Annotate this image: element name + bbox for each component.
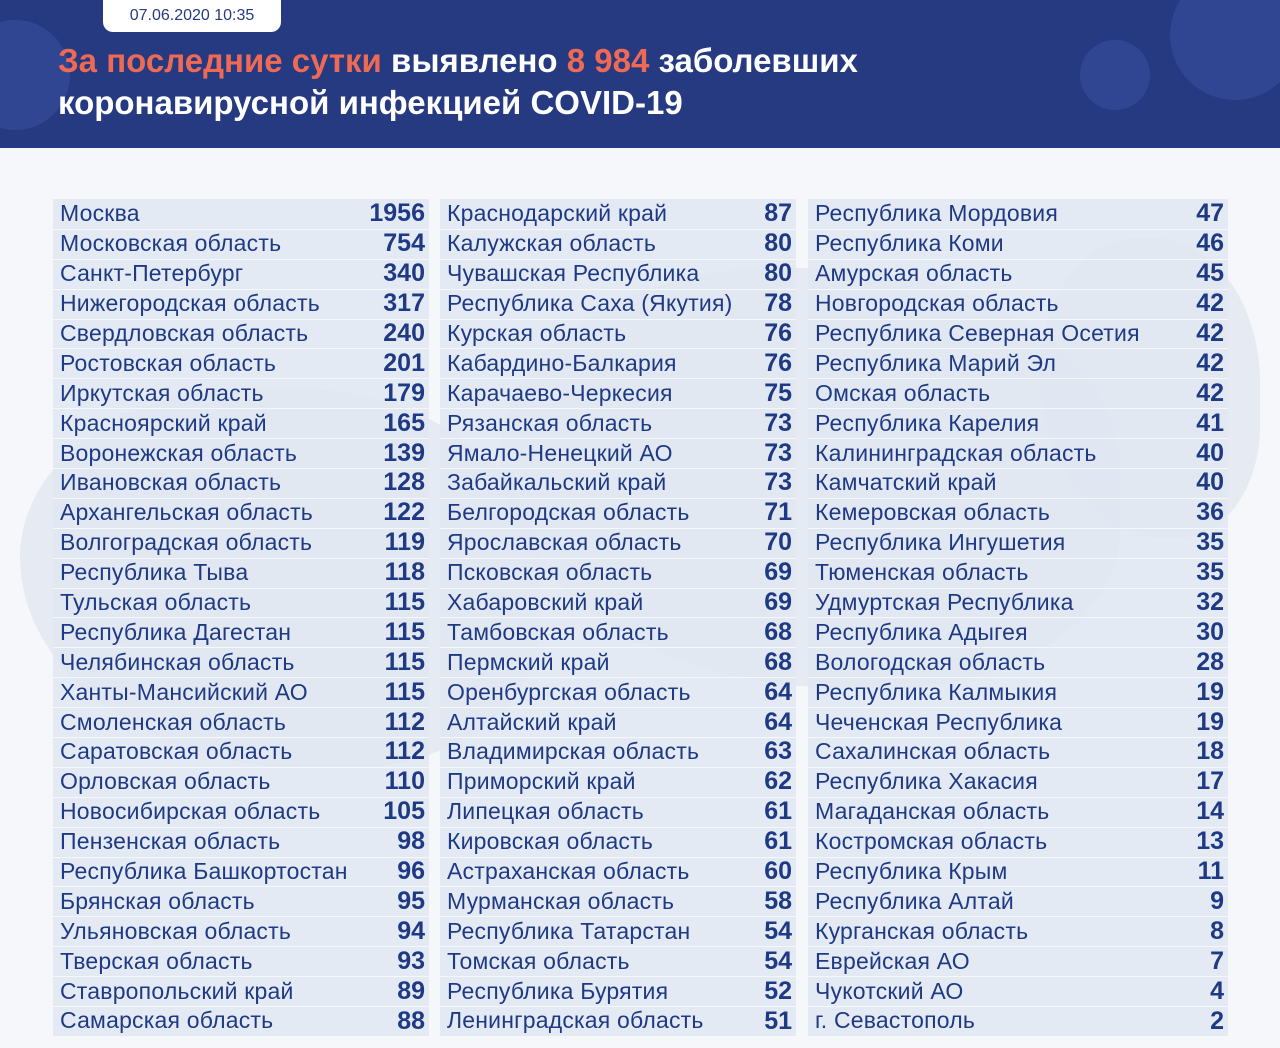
- region-name: Карачаево-Черкесия: [447, 379, 673, 406]
- case-count: 45: [1196, 259, 1224, 288]
- case-count: 42: [1196, 348, 1224, 377]
- table-row: [440, 707, 796, 737]
- case-count: 80: [764, 259, 792, 288]
- case-count: 240: [383, 319, 425, 348]
- case-count: 94: [397, 916, 425, 945]
- case-count: 122: [383, 498, 425, 527]
- table-row: [53, 857, 429, 887]
- region-name: Республика Мордовия: [815, 199, 1058, 226]
- table-row: [440, 767, 796, 797]
- table-row: [440, 438, 796, 468]
- region-name: Кабардино-Балкария: [447, 349, 677, 376]
- headline-total-count: 8 984: [566, 42, 650, 79]
- region-name: Брянская область: [60, 887, 255, 914]
- virus-decoration: [1170, 0, 1280, 100]
- region-name: Владимирская область: [447, 738, 700, 765]
- table-row: [808, 259, 1228, 289]
- case-count: 40: [1196, 468, 1224, 497]
- case-count: 95: [397, 886, 425, 915]
- region-name: Приморский край: [447, 768, 636, 795]
- table-row: [808, 797, 1228, 827]
- case-count: 71: [764, 498, 792, 527]
- region-name: Ленинградская область: [447, 1007, 704, 1034]
- table-row: [808, 438, 1228, 468]
- region-name: Воронежская область: [60, 439, 298, 466]
- region-name: Республика Карелия: [815, 409, 1040, 436]
- case-count: 112: [384, 707, 425, 736]
- table-row: [440, 319, 796, 349]
- header-banner: [0, 0, 1280, 148]
- region-name: Ярославская область: [447, 529, 682, 556]
- headline: [58, 40, 1058, 124]
- region-name: Тюменская область: [815, 559, 1029, 586]
- date-badge: [103, 0, 281, 32]
- region-name: Ивановская область: [60, 469, 282, 496]
- region-name: Калининградская область: [815, 439, 1097, 466]
- case-count: 112: [384, 737, 425, 766]
- case-count: 47: [1196, 198, 1224, 227]
- region-name: Ростовская область: [60, 349, 277, 376]
- date-text: 07.06.2020 10:35: [129, 7, 255, 24]
- region-name: Псковская область: [447, 559, 653, 586]
- case-count: 40: [1196, 438, 1224, 467]
- table-row: [440, 827, 796, 857]
- table-row: [53, 558, 429, 588]
- case-count: 14: [1196, 797, 1224, 826]
- region-name: Омская область: [815, 379, 991, 406]
- case-count: 179: [383, 378, 425, 407]
- region-name: Магаданская область: [815, 798, 1050, 825]
- region-name: Чеченская Республика: [815, 708, 1063, 735]
- table-row: [808, 886, 1228, 916]
- table-row: [440, 588, 796, 618]
- region-name: Республика Тыва: [60, 559, 249, 586]
- region-name: Пензенская область: [60, 828, 281, 855]
- headline-accent-period: За последние сутки: [58, 42, 382, 79]
- table-row: [808, 617, 1228, 647]
- region-name: Смоленская область: [60, 708, 287, 735]
- region-name: Саратовская область: [60, 738, 293, 765]
- table-row: [440, 229, 796, 259]
- table-row: [53, 767, 429, 797]
- region-name: Республика Северная Осетия: [815, 320, 1140, 346]
- table-row: [808, 916, 1228, 946]
- region-name: Костромская область: [815, 828, 1048, 855]
- case-count: 4: [1210, 976, 1224, 1005]
- region-name: Ставропольский край: [60, 977, 294, 1004]
- table-row: [53, 647, 429, 677]
- case-count: 41: [1196, 408, 1224, 437]
- region-name: Вологодская область: [815, 648, 1046, 675]
- region-name: Республика Коми: [815, 230, 1004, 257]
- table-row: [440, 468, 796, 498]
- region-name: Забайкальский край: [447, 469, 667, 496]
- case-count: 70: [764, 528, 792, 557]
- region-name: Республика Адыгея: [815, 618, 1028, 645]
- case-count: 54: [764, 916, 792, 945]
- case-count: 46: [1196, 229, 1224, 258]
- case-count: 30: [1196, 617, 1224, 646]
- table-row: [440, 289, 796, 319]
- region-name: Хабаровский край: [447, 589, 644, 616]
- region-name: Томская область: [447, 947, 630, 974]
- case-count: 88: [397, 1006, 425, 1035]
- region-name: Республика Саха (Якутия): [447, 290, 733, 317]
- region-name: Белгородская область: [447, 499, 690, 526]
- table-row: [53, 259, 429, 289]
- case-count: 115: [384, 647, 425, 676]
- table-row: [53, 438, 429, 468]
- region-name: Курская область: [447, 320, 627, 346]
- table-row: [808, 1006, 1228, 1036]
- case-count: 75: [764, 378, 792, 407]
- table-row: [440, 886, 796, 916]
- case-count: 69: [764, 558, 792, 587]
- table-row: [53, 827, 429, 857]
- case-count: 98: [397, 827, 425, 856]
- region-column-2: [440, 199, 796, 1036]
- case-count: 119: [384, 528, 425, 557]
- table-row: [53, 378, 429, 408]
- region-name: Чувашская Республика: [447, 260, 700, 287]
- table-row: [808, 647, 1228, 677]
- case-count: 63: [764, 737, 792, 766]
- table-row: [53, 319, 429, 349]
- case-count: 68: [764, 647, 792, 676]
- region-name: Камчатский край: [815, 469, 997, 496]
- region-name: Красноярский край: [60, 409, 267, 436]
- case-count: 76: [764, 348, 792, 377]
- region-name: Астраханская область: [447, 858, 690, 885]
- case-count: 9: [1210, 886, 1224, 915]
- case-count: 64: [764, 707, 792, 736]
- region-name: Орловская область: [60, 768, 271, 795]
- table-row: [53, 886, 429, 916]
- virus-decoration: [1080, 40, 1150, 110]
- table-row: [440, 737, 796, 767]
- case-count: 58: [764, 886, 792, 915]
- table-row: [808, 378, 1228, 408]
- region-name: Новосибирская область: [60, 798, 321, 825]
- region-name: Рязанская область: [447, 409, 653, 436]
- table-row: [440, 498, 796, 528]
- region-name: Ханты-Мансийский АО: [60, 678, 308, 705]
- region-name: Республика Алтай: [815, 887, 1014, 914]
- case-count: 64: [764, 677, 792, 706]
- region-name: Алтайский край: [447, 708, 617, 735]
- table-row: [808, 408, 1228, 438]
- table-row: [808, 737, 1228, 767]
- region-name: Кировская область: [447, 828, 654, 855]
- table-row: [440, 408, 796, 438]
- region-name: Удмуртская Республика: [815, 589, 1074, 616]
- table-row: [53, 1006, 429, 1036]
- table-row: [808, 707, 1228, 737]
- table-row: [440, 976, 796, 1006]
- headline-line-2: коронавирусной инфекцией COVID-19: [58, 84, 683, 121]
- case-count: 42: [1196, 289, 1224, 318]
- region-name: Республика Башкортостан: [60, 858, 348, 885]
- table-row: [53, 528, 429, 558]
- case-count: 28: [1196, 647, 1224, 676]
- table-row: [440, 617, 796, 647]
- table-row: [808, 289, 1228, 319]
- region-name: Санкт-Петербург: [60, 260, 244, 287]
- case-count: 42: [1196, 378, 1224, 407]
- table-row: [808, 558, 1228, 588]
- table-row: [808, 199, 1228, 229]
- region-name: Республика Дагестан: [60, 618, 292, 645]
- table-row: [440, 378, 796, 408]
- case-count: 73: [764, 408, 792, 437]
- table-row: [808, 976, 1228, 1006]
- case-count: 68: [764, 617, 792, 646]
- region-name: Республика Марий Эл: [815, 349, 1057, 376]
- case-count: 35: [1196, 528, 1224, 557]
- case-count: 61: [764, 827, 792, 856]
- headline-text: заболевших: [649, 42, 858, 79]
- region-name: Самарская область: [60, 1007, 274, 1034]
- case-count: 340: [383, 259, 425, 288]
- case-count: 118: [384, 558, 425, 587]
- table-row: [440, 348, 796, 378]
- region-name: Кемеровская область: [815, 499, 1051, 526]
- table-row: [53, 677, 429, 707]
- case-count: 80: [764, 229, 792, 258]
- case-count: 35: [1196, 558, 1224, 587]
- table-row: [808, 498, 1228, 528]
- region-name: Новгородская область: [815, 290, 1059, 317]
- case-count: 60: [764, 857, 792, 886]
- table-row: [808, 468, 1228, 498]
- table-row: [440, 916, 796, 946]
- region-name: Калужская область: [447, 230, 657, 257]
- case-count: 19: [1196, 677, 1224, 706]
- region-name: Москва: [60, 199, 140, 226]
- case-count: 96: [397, 857, 425, 886]
- region-name: Иркутская область: [60, 379, 264, 406]
- region-name: Республика Калмыкия: [815, 678, 1058, 705]
- table-row: [53, 498, 429, 528]
- case-count: 52: [764, 976, 792, 1005]
- case-count: 61: [764, 797, 792, 826]
- region-name: Сахалинская область: [815, 738, 1051, 765]
- case-count: 54: [764, 946, 792, 975]
- table-row: [53, 946, 429, 976]
- region-name: Челябинская область: [60, 648, 295, 675]
- region-name: Пермский край: [447, 648, 610, 675]
- table-row: [808, 767, 1228, 797]
- region-name: Ямало-Ненецкий АО: [447, 439, 673, 466]
- case-count: 115: [384, 588, 425, 617]
- region-name: Оренбургская область: [447, 678, 691, 705]
- table-row: [53, 737, 429, 767]
- table-row: [808, 229, 1228, 259]
- case-count: 2: [1210, 1006, 1224, 1035]
- region-name: Тамбовская область: [447, 618, 669, 645]
- case-count: 18: [1196, 737, 1224, 766]
- case-count: 11: [1197, 857, 1224, 886]
- table-row: [808, 348, 1228, 378]
- table-row: [53, 617, 429, 647]
- case-count: 754: [383, 229, 425, 258]
- headline-text: выявлено: [381, 42, 567, 79]
- table-row: [53, 797, 429, 827]
- table-row: [808, 677, 1228, 707]
- region-name: Нижегородская область: [60, 290, 320, 317]
- table-row: [440, 528, 796, 558]
- table-row: [53, 707, 429, 737]
- table-row: [53, 199, 429, 229]
- table-row: [53, 916, 429, 946]
- case-count: 105: [383, 797, 425, 826]
- case-count: 317: [383, 289, 425, 318]
- region-name: г. Севастополь: [815, 1007, 976, 1034]
- case-count: 32: [1196, 588, 1224, 617]
- region-name: Республика Ингушетия: [815, 529, 1066, 556]
- table-row: [440, 677, 796, 707]
- table-row: [440, 946, 796, 976]
- case-count: 69: [764, 588, 792, 617]
- case-count: 139: [383, 438, 425, 467]
- case-count: 115: [384, 677, 425, 706]
- table-row: [53, 468, 429, 498]
- case-count: 93: [397, 946, 425, 975]
- region-name: Липецкая область: [447, 798, 644, 825]
- case-count: 13: [1196, 827, 1224, 856]
- case-count: 42: [1196, 319, 1224, 348]
- table-row: [53, 408, 429, 438]
- region-name: Тульская область: [60, 589, 252, 616]
- region-name: Краснодарский край: [447, 199, 668, 226]
- table-row: [53, 289, 429, 319]
- region-name: Еврейская АО: [815, 947, 970, 974]
- region-name: Архангельская область: [60, 499, 313, 526]
- table-row: [808, 588, 1228, 618]
- table-row: [808, 857, 1228, 887]
- region-name: Республика Хакасия: [815, 768, 1038, 795]
- region-name: Московская область: [60, 230, 282, 257]
- region-name: Амурская область: [815, 260, 1013, 287]
- region-name: Республика Крым: [815, 858, 1008, 885]
- case-count: 89: [397, 976, 425, 1005]
- case-count: 73: [764, 438, 792, 467]
- case-count: 1956: [369, 198, 425, 227]
- case-count: 73: [764, 468, 792, 497]
- table-row: [808, 319, 1228, 349]
- case-count: 62: [764, 767, 792, 796]
- region-name: Курганская область: [815, 917, 1029, 944]
- region-name: Тверская область: [60, 947, 253, 974]
- table-row: [808, 946, 1228, 976]
- region-name: Республика Татарстан: [447, 917, 691, 944]
- case-count: 8: [1210, 916, 1224, 945]
- table-row: [440, 647, 796, 677]
- region-name: Чукотский АО: [815, 977, 964, 1004]
- case-count: 76: [764, 319, 792, 348]
- case-count: 51: [764, 1006, 792, 1035]
- case-count: 110: [384, 767, 425, 796]
- table-row: [440, 259, 796, 289]
- case-count: 7: [1210, 946, 1224, 975]
- region-column-1: [53, 199, 429, 1036]
- case-count: 128: [383, 468, 425, 497]
- table-row: [440, 558, 796, 588]
- table-row: [53, 229, 429, 259]
- case-count: 87: [764, 198, 792, 227]
- table-row: [53, 348, 429, 378]
- region-name: Ульяновская область: [60, 917, 292, 944]
- table-row: [808, 528, 1228, 558]
- table-row: [440, 797, 796, 827]
- table-row: [53, 588, 429, 618]
- case-count: 19: [1196, 707, 1224, 736]
- table-row: [808, 827, 1228, 857]
- region-name: Мурманская область: [447, 887, 675, 914]
- region-name: Республика Бурятия: [447, 977, 669, 1004]
- region-name: Волгоградская область: [60, 529, 313, 556]
- case-count: 165: [383, 408, 425, 437]
- case-count: 17: [1196, 767, 1224, 796]
- case-count: 115: [384, 617, 425, 646]
- case-count: 36: [1196, 498, 1224, 527]
- table-row: [53, 976, 429, 1006]
- case-count: 201: [383, 348, 425, 377]
- case-count: 78: [764, 289, 792, 318]
- table-row: [440, 857, 796, 887]
- region-column-3: [808, 199, 1228, 1036]
- region-name: Свердловская область: [60, 320, 309, 346]
- table-row: [440, 199, 796, 229]
- table-row: [440, 1006, 796, 1036]
